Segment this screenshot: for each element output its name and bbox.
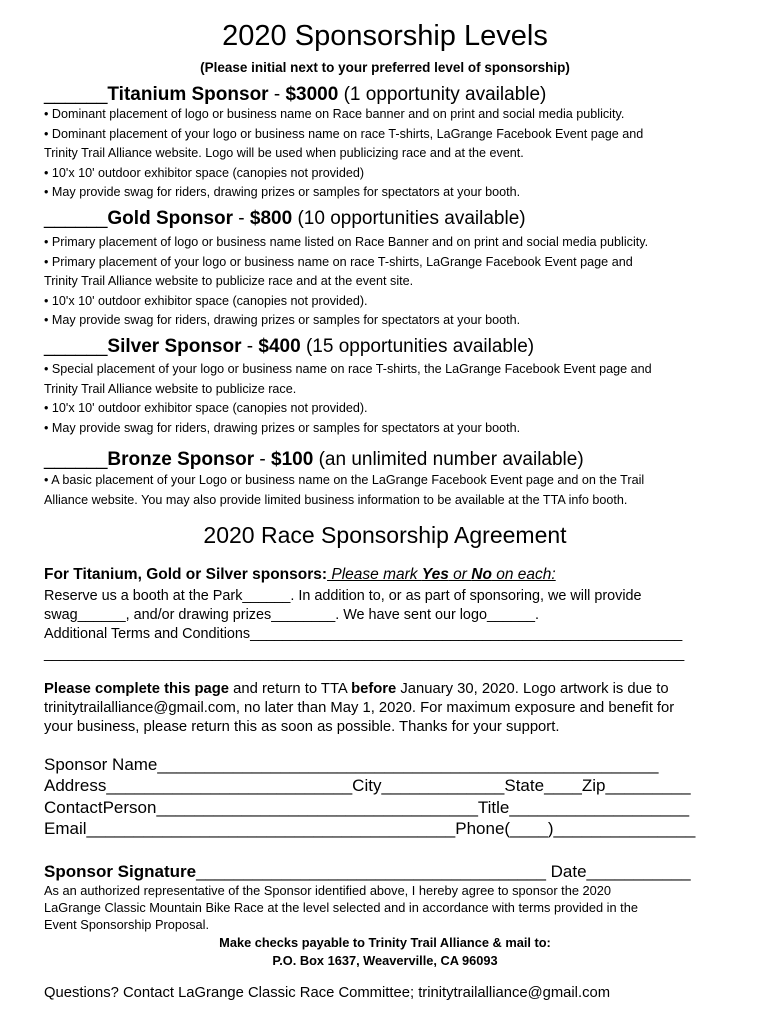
benefit-line: • Dominant placement of logo or business name on Race banner and on print and social media publicity. <box>44 107 625 121</box>
level-benefits-bronze <box>44 471 644 510</box>
agreement-terms-line[interactable]: Additional Terms and Conditions______________________________________________________ <box>44 626 683 642</box>
statement-line: LaGrange Classic Mountain Bike Race at the level selected and in accordance with terms provided in the <box>44 900 638 915</box>
page-title: 2020 Sponsorship Levels <box>222 20 548 52</box>
level-name: Titanium Sponsor <box>107 84 269 105</box>
instructions-text-1: and return to TTA <box>229 681 352 697</box>
signature-statement <box>44 882 638 933</box>
level-heading-silver <box>44 336 534 358</box>
initial-blank: ______ <box>44 336 108 357</box>
level-price: $100 <box>271 449 314 470</box>
level-availability: (15 opportunities available) <box>300 336 535 357</box>
instructions-line-2: trinitytrailalliance@gmail.com, no later than May 1, 2020. For maximum exposure and benefit for <box>44 700 675 716</box>
level-benefits-titanium <box>44 105 643 203</box>
level-separator: - <box>241 336 259 357</box>
level-heading-bronze <box>44 449 584 471</box>
benefit-line: • Primary placement of logo or business name listed on Race Banner and on print and social media publicity. <box>44 235 649 249</box>
page-subtitle: (Please initial next to your preferred level of sponsorship) <box>200 60 570 75</box>
level-availability: (an unlimited number available) <box>313 449 584 470</box>
email-phone-field[interactable]: Email_______________________________________Phone(____)_______________ <box>44 819 696 838</box>
benefit-line: • Primary placement of your logo or business name on race T-shirts, LaGrange Facebook Event page and <box>44 254 633 269</box>
benefit-line: Trinity Trail Alliance website to publicize race and at the event site. <box>44 274 414 288</box>
benefit-line: • May provide swag for riders, drawing prizes or samples for spectators at your booth. <box>44 313 521 327</box>
statement-line: As an authorized representative of the Sponsor identified above, I hereby agree to sponsor the 2020 <box>44 883 611 898</box>
agreement-swag-line[interactable]: swag______, and/or drawing prizes________. We have sent our logo______. <box>44 607 539 623</box>
benefit-line: Trinity Trail Alliance website. Logo will be used when publicizing race and at the event. <box>44 146 524 160</box>
instructions-text-2: January 30, 2020. Logo artwork is due to <box>396 681 669 697</box>
level-availability: (1 opportunity available) <box>338 84 547 105</box>
mark-post: on each: <box>491 566 556 583</box>
benefit-line: • Dominant placement of your logo or business name on race T-shirts, LaGrange Facebook Event page and <box>44 126 644 141</box>
contact-line: Questions? Contact LaGrange Classic Race Committee; trinitytrailalliance@gmail.com <box>44 985 611 1001</box>
benefit-line: • 10'x 10' outdoor exhibitor space (canopies not provided). <box>44 293 368 308</box>
level-price: $3000 <box>285 84 339 105</box>
initial-blank: ______ <box>44 449 108 470</box>
level-price: $800 <box>249 208 293 229</box>
instructions-line-1 <box>44 680 669 699</box>
initial-blank: ______ <box>44 84 108 105</box>
benefit-line: • May provide swag for riders, drawing prizes or samples for spectators at your booth. <box>44 185 521 199</box>
agreement-terms-line-2[interactable]: ________________________________________________________________________________ <box>44 646 685 662</box>
contact-person-field[interactable]: ContactPerson__________________________________Title___________________ <box>44 798 690 817</box>
benefit-line: • Special placement of your logo or business name on race T-shirts, the LaGrange Facebook Event page and <box>44 362 652 376</box>
level-heading-titanium <box>44 84 546 106</box>
benefit-line: • 10'x 10' outdoor exhibitor space (canopies not provided) <box>44 165 365 180</box>
agreement-instruction <box>44 566 556 584</box>
signature-field[interactable] <box>44 862 691 882</box>
benefit-line: • 10'x 10' outdoor exhibitor space (canopies not provided). <box>44 401 368 415</box>
initial-blank: ______ <box>44 208 108 229</box>
mark-or: or <box>448 566 472 583</box>
payment-line: Make checks payable to Trinity Trail Alliance & mail to: <box>219 935 551 950</box>
level-benefits-silver <box>44 360 652 438</box>
mailing-address: P.O. Box 1637, Weaverville, CA 96093 <box>272 953 498 968</box>
level-availability: (10 opportunities available) <box>292 208 526 229</box>
signature-label: Sponsor Signature <box>44 862 197 881</box>
agreement-for-label: For Titanium, Gold or Silver sponsors: <box>44 566 328 583</box>
mark-yes: Yes <box>421 566 449 583</box>
instructions-bold-1: Please complete this page <box>44 681 230 697</box>
level-name: Gold Sponsor <box>107 208 234 229</box>
mark-no: No <box>471 566 492 583</box>
benefit-line: Alliance website. You may also provide limited business information to be available at the TTA info booth. <box>44 492 628 507</box>
sponsor-name-field[interactable]: Sponsor Name_____________________________________________________ <box>44 755 659 774</box>
agreement-booth-line[interactable]: Reserve us a booth at the Park______. In addition to, or as part of sponsoring, we will provide <box>44 588 642 604</box>
level-benefits-gold <box>44 233 648 331</box>
signature-date-line: _____________________________________ Date___________ <box>196 862 691 881</box>
benefit-line: Trinity Trail Alliance website to publicize race. <box>44 381 297 396</box>
mark-pre: Please mark <box>327 566 422 583</box>
level-heading-gold <box>44 208 526 230</box>
level-name: Bronze Sponsor <box>107 449 255 470</box>
level-separator: - <box>233 208 250 229</box>
instructions-line-3: your business, please return this as soon as possible. Thanks for your support. <box>44 719 560 735</box>
benefit-line: • May provide swag for riders, drawing prizes or samples for spectators at your booth. <box>44 420 521 435</box>
instructions-bold-2: before <box>351 681 397 697</box>
statement-line: Event Sponsorship Proposal. <box>44 917 210 932</box>
level-name: Silver Sponsor <box>107 336 242 357</box>
agreement-title: 2020 Race Sponsorship Agreement <box>203 522 567 548</box>
level-price: $400 <box>258 336 301 357</box>
benefit-line: • A basic placement of your Logo or business name on the LaGrange Facebook Event page and on the Trail <box>44 473 645 487</box>
level-separator: - <box>254 449 272 470</box>
address-field[interactable]: Address__________________________City_____________State____Zip_________ <box>44 776 691 795</box>
level-separator: - <box>268 84 286 105</box>
payment-instructions <box>0 934 770 970</box>
